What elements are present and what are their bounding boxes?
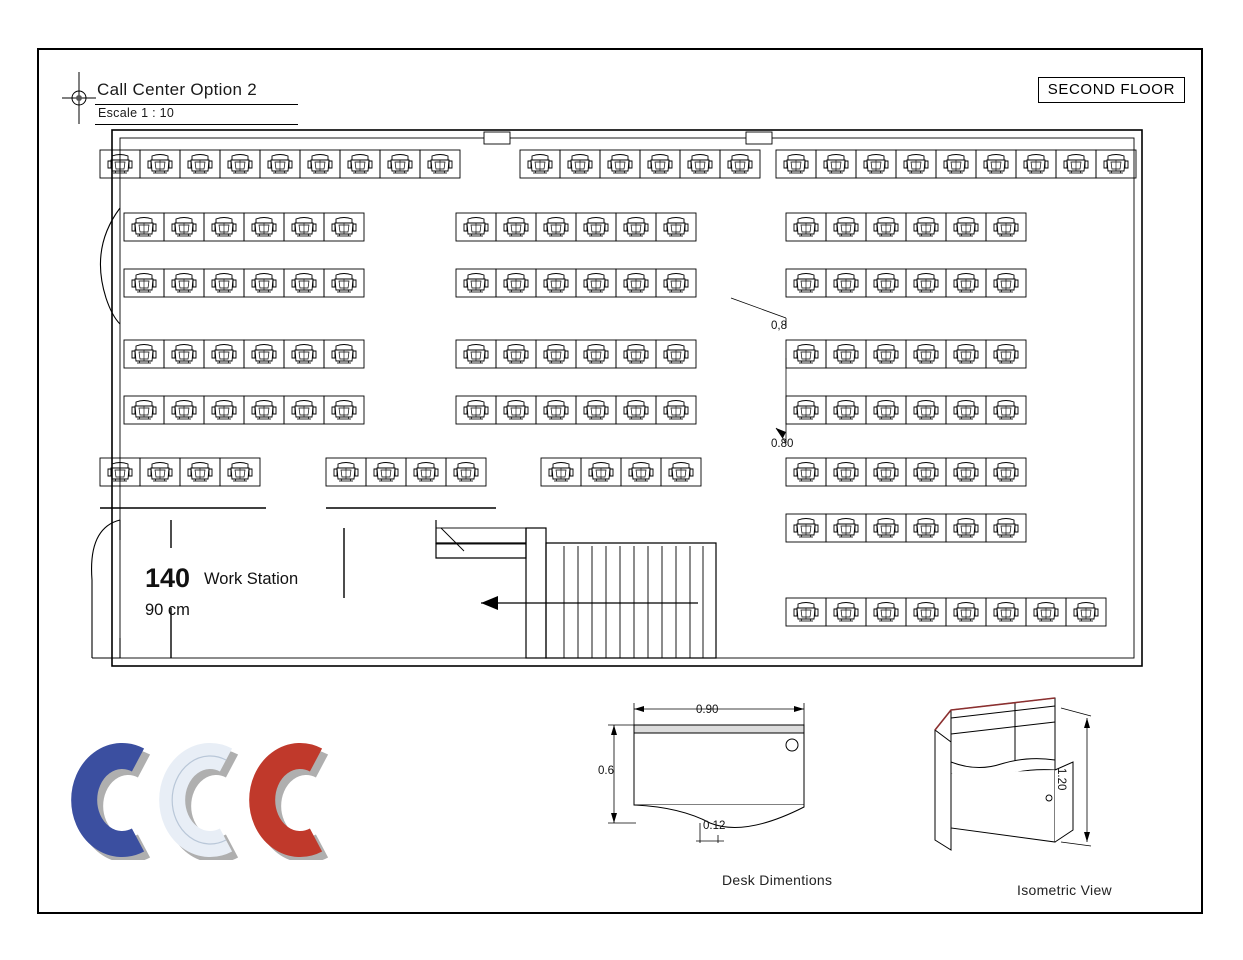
drawing-scale: Escale 1 : 10 [98,106,175,120]
desk-depth-dimension: 0.6 [598,765,614,777]
title-rule [95,104,298,105]
workstation-count: 140 [145,563,191,593]
dimension-label-upper: 0,8 [771,320,787,332]
desk-notch-dimension: 0.12 [703,820,726,832]
desk-dimension-detail [600,695,830,865]
row-top-back-to-wall [100,150,1136,178]
floor-plan [86,128,1146,673]
north-target-icon [62,72,96,124]
isometric-height-dimension: 1.20 [1055,768,1067,791]
floor-label: SECOND FLOOR [1038,77,1185,103]
dimension-lower [776,358,786,443]
scale-rule [95,124,298,125]
workstation-module-size: 90 cm [145,601,190,619]
drawing-title: Call Center Option 2 [97,80,258,99]
row-bottom-right [786,598,1106,626]
isometric-detail-caption: Isometric View [1017,882,1112,898]
row-3 [124,340,1026,424]
staircase [436,520,716,658]
workstation-count-label: Work Station [204,570,299,588]
desk-width-dimension: 0.90 [696,704,719,716]
ccc-logo [66,740,356,860]
desk-detail-caption: Desk Dimentions [722,872,833,888]
isometric-view-detail [915,690,1105,875]
row-4 [100,458,1026,542]
row-2 [124,213,1026,297]
dimension-label-lower: 0.80 [771,438,794,450]
